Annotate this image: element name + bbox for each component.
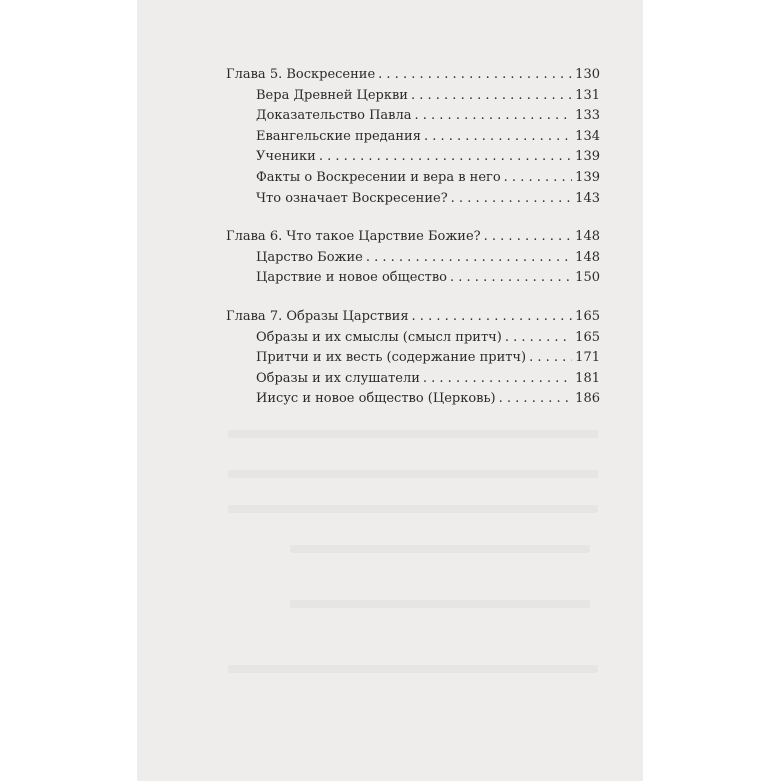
chapter-title: Глава 6. Что такое Царствие Божие? (226, 229, 481, 245)
toc-entry (226, 270, 600, 291)
page-number: 131 (575, 87, 600, 103)
dot-leader (505, 330, 572, 345)
entry-title: Царствие и новое общество (256, 270, 448, 286)
page-number: 148 (575, 249, 600, 265)
toc-entry (226, 330, 600, 351)
toc-entry (226, 108, 600, 129)
dot-leader (378, 67, 572, 82)
toc-entry (226, 149, 600, 170)
toc-entry (226, 371, 600, 392)
page-number: 165 (575, 308, 600, 324)
page-number: 171 (575, 350, 600, 366)
bleed-through-text (228, 665, 598, 673)
chapter-title: Глава 5. Воскресение (226, 67, 376, 82)
chapter-heading (226, 229, 600, 250)
page-number: 150 (575, 270, 600, 286)
entry-title: Притчи и их весть (содержание притч) (256, 350, 527, 366)
entry-title: Вера Древней Церкви (256, 87, 408, 103)
entry-title: Доказательство Павла (256, 108, 412, 124)
entry-title: Ученики (256, 149, 316, 165)
dot-leader (319, 149, 572, 164)
dot-leader (499, 391, 573, 406)
entry-title: Иисус и новое общество (Церковь) (256, 391, 496, 407)
dot-leader (415, 108, 573, 123)
dot-leader (411, 88, 572, 103)
chapter-title: Глава 7. Образы Царствия (226, 308, 409, 324)
entry-title: Образы и их смыслы (смысл притч) (256, 329, 502, 345)
page-number: 143 (575, 190, 600, 206)
chapter-7 (226, 309, 600, 412)
toc-entry (226, 88, 600, 109)
dot-leader (529, 350, 572, 365)
chapter-heading (226, 309, 600, 330)
bleed-through-text (290, 600, 590, 608)
toc-entry (226, 250, 600, 271)
toc-entry (226, 191, 600, 212)
toc-entry (226, 129, 600, 150)
chapter-heading (226, 67, 600, 88)
page-number: 139 (575, 169, 600, 185)
page-number: 133 (575, 108, 600, 124)
page-number: 148 (575, 229, 600, 245)
entry-title: Царство Божие (256, 249, 363, 265)
chapter-5 (226, 67, 600, 211)
page-number: 130 (575, 67, 600, 82)
toc-entry (226, 350, 600, 371)
dot-leader (366, 250, 572, 265)
entry-title: Евангельские предания (256, 128, 421, 144)
page-number: 134 (575, 128, 600, 144)
dot-leader (423, 371, 572, 386)
table-of-contents (226, 67, 600, 430)
page-number: 139 (575, 149, 600, 165)
toc-entry (226, 391, 600, 412)
chapter-6 (226, 229, 600, 291)
page-number: 186 (575, 391, 600, 407)
dot-leader (450, 270, 572, 285)
entry-title: Образы и их слушатели (256, 370, 420, 386)
bleed-through-text (228, 470, 598, 478)
dot-leader (504, 170, 573, 185)
dot-leader (484, 229, 573, 244)
bleed-through-text (290, 545, 590, 553)
dot-leader (424, 129, 572, 144)
dot-leader (412, 309, 573, 324)
bleed-through-text (228, 430, 598, 438)
entry-title: Что означает Воскресение? (256, 190, 448, 206)
bleed-through-text (228, 505, 598, 513)
page-number: 181 (575, 370, 600, 386)
page-number: 165 (575, 329, 600, 345)
entry-title: Факты о Воскресении и вера в него (256, 169, 501, 185)
toc-entry (226, 170, 600, 191)
dot-leader (451, 191, 573, 206)
